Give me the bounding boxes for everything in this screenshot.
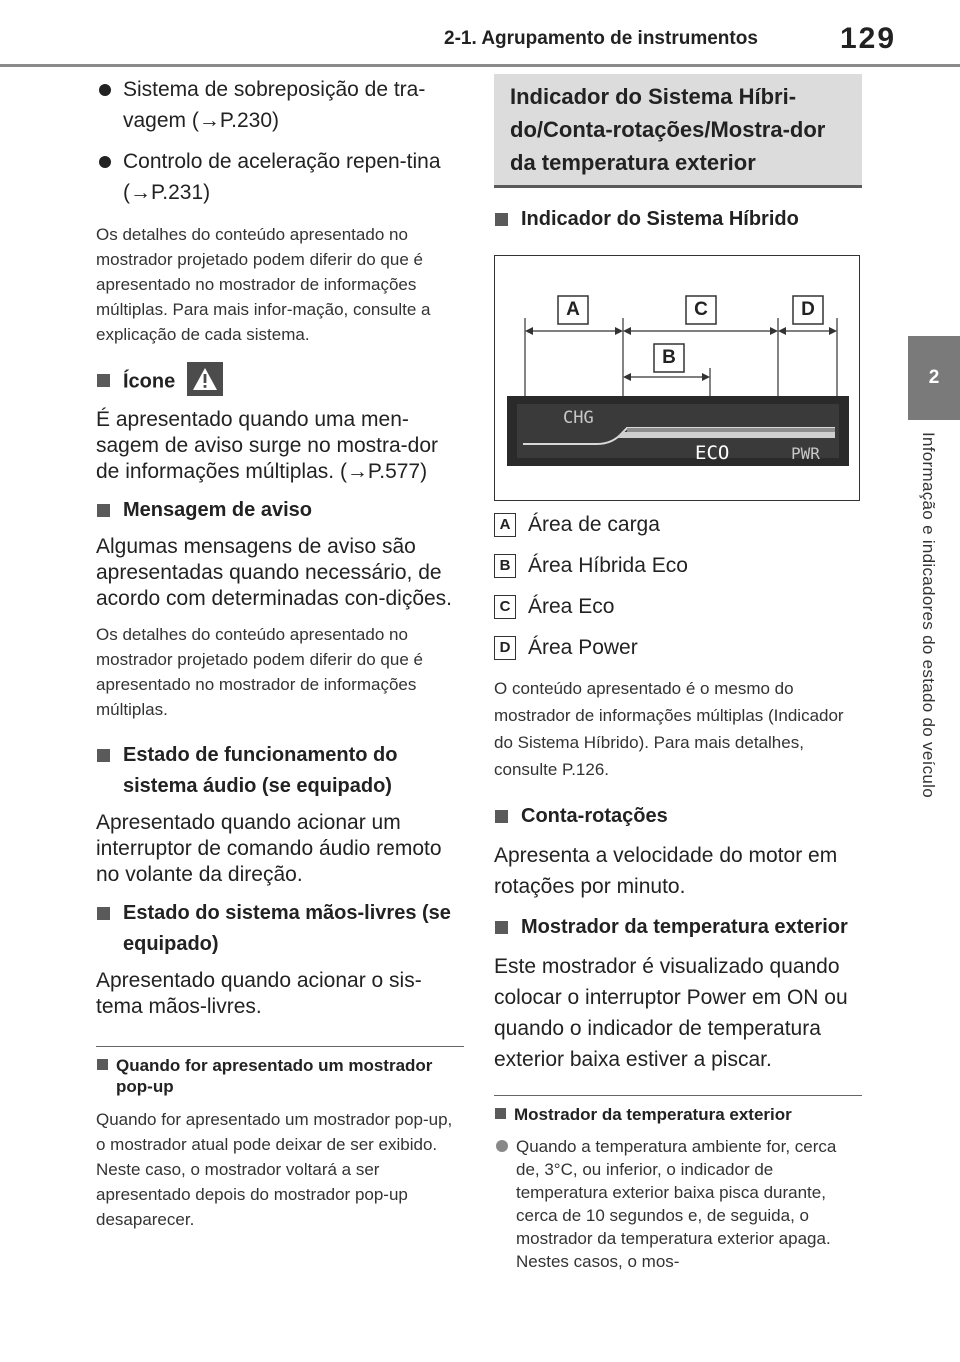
legend-key: D	[494, 636, 516, 660]
body-paragraph: Algumas mensagens de aviso são apresentadas quando necessário, de acordo com determinadas con-dições.	[96, 535, 453, 610]
legend-key: C	[494, 595, 516, 619]
body-paragraph: Apresentado quando acionar o sis-tema mãos-livres.	[96, 969, 422, 1018]
heading-text: Ícone	[123, 370, 176, 393]
note-paragraph: Os detalhes do conteúdo apresentado no mostrador projetado podem diferir do que é apresentado no mostrador de informações múltiplas.	[96, 625, 423, 719]
page-number: 129	[840, 22, 897, 55]
bullet-item: Sistema de sobreposição de tra-vagem (→P.230)	[96, 74, 464, 136]
legend-text: Área Híbrida Eco	[528, 554, 688, 577]
hybrid-indicator-diagram	[494, 255, 860, 501]
body-paragraph: Apresentado quando acionar um interruptor de comando áudio remoto no volante da direção.	[96, 811, 442, 886]
legend-text: Área de carga	[528, 513, 660, 536]
header-divider	[0, 64, 960, 67]
heading-audio: Estado de funcionamento do sistema áudio (se equipado)	[96, 740, 464, 802]
note-heading-popup: Quando for apresentado um mostrador pop-up	[96, 1055, 464, 1097]
heading-icone	[96, 365, 464, 399]
body-paragraph: Apresenta a velocidade do motor em rotações por minuto.	[494, 844, 838, 898]
diagram-label-a: A	[566, 299, 580, 320]
note-heading-temp: Mostrador da temperatura exterior	[494, 1104, 862, 1125]
legend-key: B	[494, 554, 516, 578]
bullet-item: Controlo de aceleração repen-tina (→P.231)	[96, 146, 464, 208]
legend-item	[494, 511, 862, 539]
legend-text: Área Eco	[528, 595, 615, 618]
heading-temp: Mostrador da temperatura exterior	[494, 912, 862, 943]
divider	[96, 1046, 464, 1047]
chapter-title-vertical: Informação e indicadores do estado do veículo	[919, 432, 938, 799]
legend-key: A	[494, 513, 516, 537]
section-box-title: Indicador do Sistema Híbri-do/Conta-rotações/Mostra-dor da temperatura exterior	[494, 74, 862, 188]
note-paragraph: Quando for apresentado um mostrador pop-up, o mostrador atual pode deixar de ser exibido. Neste caso, o mostrador voltará a ser apresentado depois do mostrador pop-up desaparecer.	[96, 1110, 453, 1229]
right-column	[494, 74, 862, 1273]
legend-text: Área Power	[528, 636, 638, 659]
display-eco-text: ECO	[695, 442, 730, 464]
heading-rpm: Conta-rotações	[494, 801, 862, 832]
heading-maos-livres: Estado do sistema mãos-livres (se equipado)	[96, 898, 464, 960]
legend-item	[494, 552, 862, 580]
section-title: 2-1. Agrupamento de instrumentos	[444, 28, 758, 49]
divider	[494, 1095, 862, 1096]
diagram-label-d: D	[801, 299, 815, 320]
legend-list	[494, 511, 862, 662]
note-bullet: Quando a temperatura ambiente for, cerca de, 3°C, ou inferior, o indicador de temperatura exterior baixa pisca durante, cerca de 10 segundos e, de seguida, o mostrador da temperatura exterior apaga. Nestes casos, o mos-	[494, 1135, 862, 1273]
page-header	[0, 0, 960, 64]
display-chg-text: CHG	[563, 408, 594, 428]
chapter-tab: 2	[908, 336, 960, 420]
left-column	[96, 74, 464, 1232]
diagram-label-c: C	[694, 299, 708, 320]
legend-item	[494, 634, 862, 662]
display-pwr-text: PWR	[791, 444, 820, 463]
legend-item	[494, 593, 862, 621]
heading-hybrid: Indicador do Sistema Híbrido	[494, 204, 862, 235]
diagram-label-b: B	[662, 347, 676, 368]
body-paragraph: Este mostrador é visualizado quando colocar o interruptor Power em ON ou quando o indicador de temperatura exterior baixa estiver a piscar.	[494, 955, 848, 1071]
heading-mensagem: Mensagem de aviso	[96, 495, 464, 526]
note-paragraph: O conteúdo apresentado é o mesmo do mostrador de informações múltiplas (Indicador do Sistema Híbrido). Para mais detalhes, consulte P.126.	[494, 679, 844, 779]
note-paragraph: Os detalhes do conteúdo apresentado no mostrador projetado podem diferir do que é apresentado no mostrador de informações múltiplas. Para mais infor-mação, consulte a explicação de cada sistema.	[96, 225, 431, 344]
body-paragraph: É apresentado quando uma men-sagem de aviso surge no mostra-dor de informações múltiplas. (→P.577)	[96, 408, 438, 483]
warning-triangle-icon	[187, 362, 223, 396]
